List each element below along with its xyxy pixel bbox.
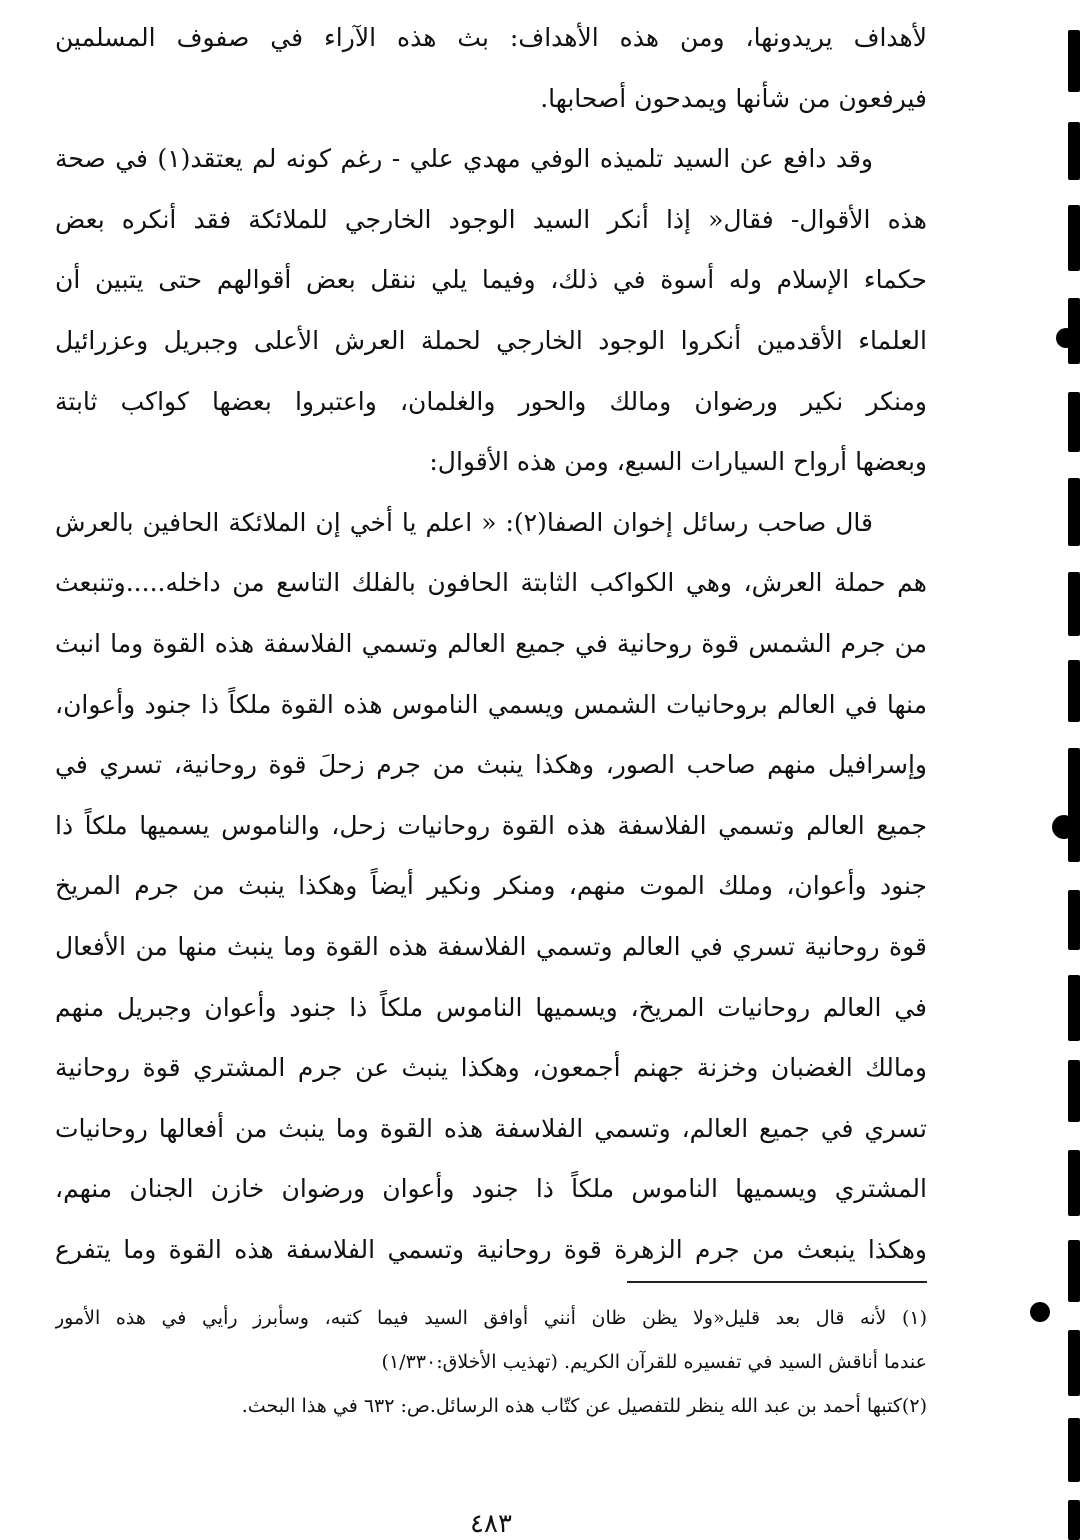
body-text xyxy=(55,8,927,1280)
text-line: هذه الأقوال- فقال« إذا أنكر السيد الوجود الخارجي للملائكة فقد أنكره بعض xyxy=(55,204,927,234)
binding-mark xyxy=(1068,1330,1080,1396)
text-line: قال صاحب رسائل إخوان الصفا(٢): « اعلم يا أخي إن الملائكة الحافين بالعرش xyxy=(55,507,873,537)
binding-mark xyxy=(1068,572,1080,636)
binding-mark xyxy=(1068,1240,1080,1302)
binding-dot xyxy=(1030,1302,1050,1322)
binding-mark xyxy=(1068,1060,1080,1122)
text-line: في العالم روحانيات المريخ، ويسميها الناموس ملكاً ذا جنود وأعوان وجبريل منهم xyxy=(55,992,927,1022)
binding-mark xyxy=(1068,1418,1080,1482)
footnote-line: (١) لأنه قال بعد قليل«ولا يظن ظان أنني أوافق السيد فيما كتبه، وسأبرز رأيي في هذه الأمور xyxy=(55,1307,927,1329)
footnotes xyxy=(55,1296,927,1428)
text-line: وإسرافيل منهم صاحب الصور، وهكذا ينبث من جرم زحلَ قوة روحانية، تسري في xyxy=(55,750,927,780)
text-line: المشتري ويسميها الناموس ملكاً ذا جنود وأعوان ورضوان خازن الجنان منهم، xyxy=(55,1174,927,1204)
binding-mark xyxy=(1068,478,1080,546)
binding-margin xyxy=(1062,0,1080,1540)
text-line: قوة روحانية تسري في العالم وتسمي الفلاسفة هذه القوة وما ينبث منها من الأفعال xyxy=(55,931,927,961)
footnote-line: (٢)كتبها أحمد بن عبد الله ينظر للتفصيل عن كتّاب هذه الرسائل.ص: ٦٣٢ في هذا البحث. xyxy=(241,1395,927,1417)
text-line: العلماء الأقدمين أنكروا الوجود الخارجي لحملة العرش الأعلى وجبريل وعزرائيل xyxy=(55,325,927,355)
binding-mark xyxy=(1068,890,1080,950)
text-line: جميع العالم وتسمي الفلاسفة هذه القوة روحانيات زحل، والناموس يسميها ملكاً ذا xyxy=(55,810,927,840)
text-line: منها في العالم بروحانيات الشمس ويسمي الناموس هذه القوة ملكاً ذا جنود وأعوان، xyxy=(55,689,927,719)
book-page xyxy=(55,0,927,1540)
text-line: فيرفعون من شأنها ويمدحون أصحابها. xyxy=(540,83,927,113)
binding-mark xyxy=(1068,30,1080,92)
binding-mark xyxy=(1068,800,1080,862)
text-line: تسري في جميع العالم، وتسمي الفلاسفة هذه القوة وما ينبث من أفعالها روحانيات xyxy=(55,1113,927,1143)
text-line: هم حملة العرش، وهي الكواكب الثابتة الحافون بالفلك التاسع من داخله.....وتنبعث xyxy=(55,568,927,598)
text-line: جنود وأعوان، وملك الموت منهم، ومنكر ونكير أيضاً وهكذا ينبث من جرم المريخ xyxy=(55,871,927,901)
text-line: وبعضها أرواح السيارات السبع، ومن هذه الأقوال: xyxy=(429,447,927,477)
binding-mark xyxy=(1068,660,1080,722)
text-line: وقد دافع عن السيد تلميذه الوفي مهدي علي - رغم كونه لم يعتقد(١) في صحة xyxy=(55,144,873,174)
text-line: وهكذا ينبعث من جرم الزهرة قوة روحانية وتسمي الفلاسفة هذه القوة وما يتفرع xyxy=(55,1234,927,1264)
binding-mark xyxy=(1068,1500,1080,1540)
text-line: ومنكر نكير ورضوان ومالك والحور والغلمان، واعتبروا بعضها كواكب ثابتة xyxy=(55,386,927,416)
text-line: ومالك الغضبان وخزنة جهنم أجمعون، وهكذا ينبث عن جرم المشتري قوة روحانية xyxy=(55,1053,927,1083)
text-line: لأهداف يريدونها، ومن هذه الأهداف: بث هذه الآراء في صفوف المسلمين xyxy=(55,23,927,52)
binding-mark xyxy=(1068,205,1080,271)
binding-mark xyxy=(1068,392,1080,452)
footnote-line: عندما أناقش السيد في تفسيره للقرآن الكريم. (تهذيب الأخلاق:١/٣٣٠) xyxy=(381,1351,927,1373)
page-number: ٤٨٣ xyxy=(470,1509,512,1539)
text-line: حكماء الإسلام وله أسوة في ذلك، وفيما يلي ننقل بعض أقوالهم حتى يتبين أن xyxy=(55,265,927,295)
binding-mark xyxy=(1068,298,1080,364)
binding-mark xyxy=(1068,975,1080,1041)
binding-mark xyxy=(1068,1150,1080,1216)
binding-mark xyxy=(1068,122,1080,180)
text-line: من جرم الشمس قوة روحانية في جميع العالم وتسمي الفلاسفة هذه القوة وما انبث xyxy=(55,628,927,658)
footnote-separator xyxy=(627,1281,927,1283)
